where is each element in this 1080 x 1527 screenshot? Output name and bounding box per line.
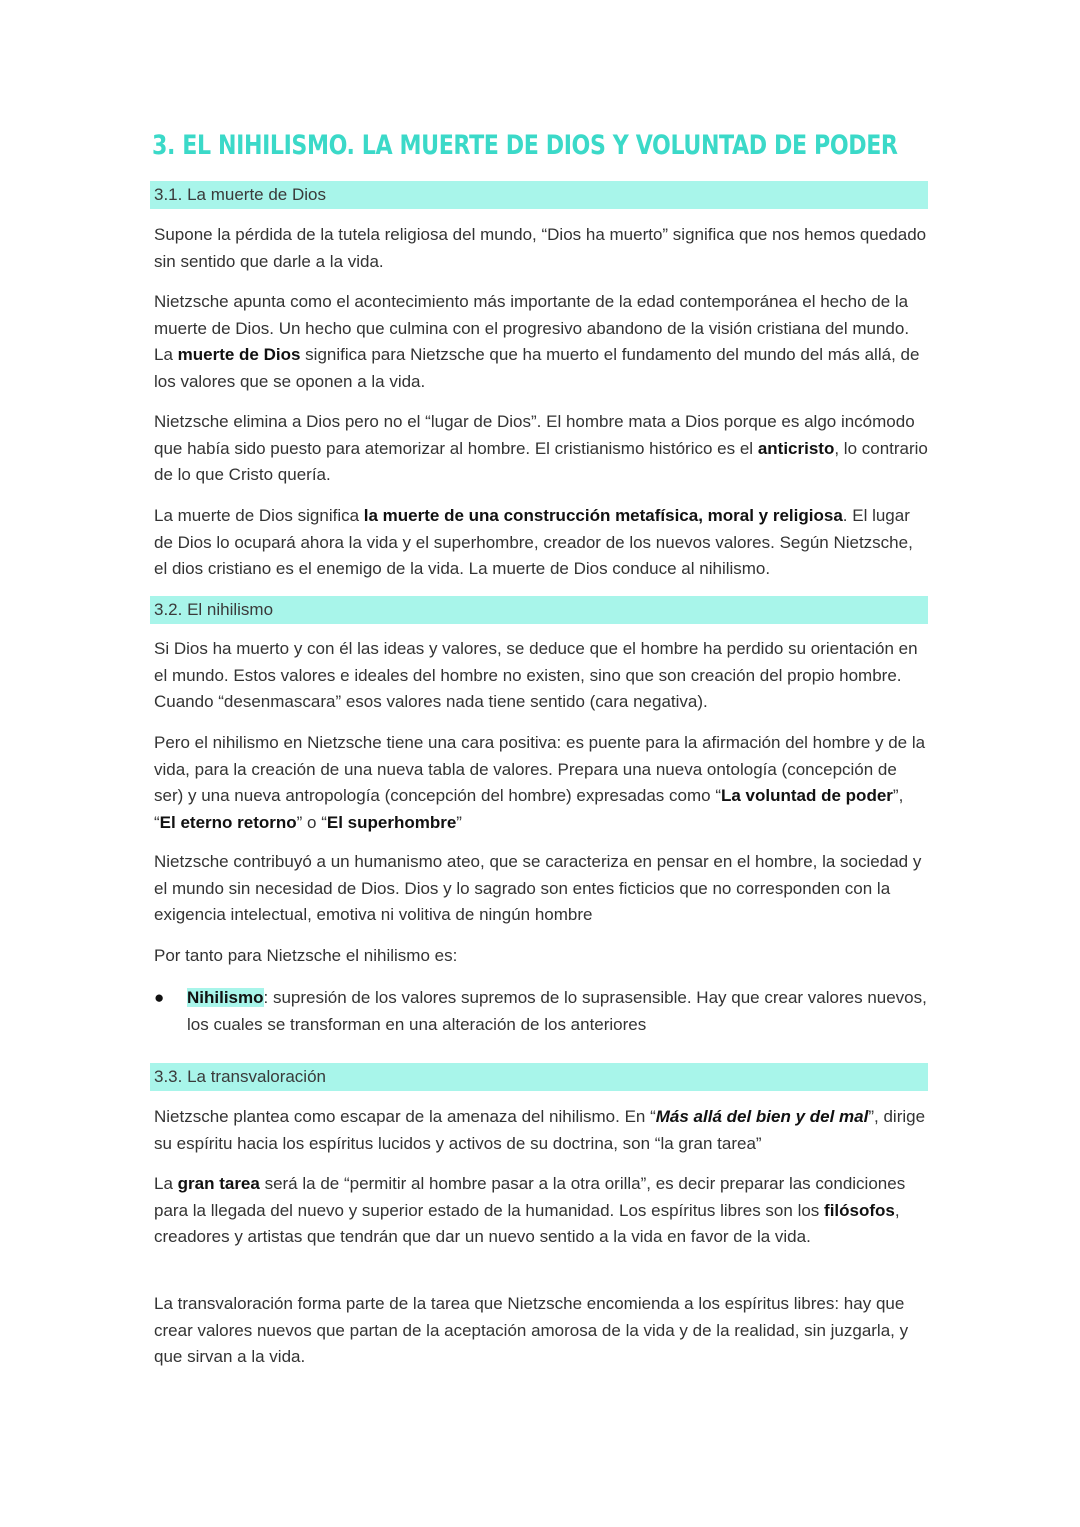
text-run: significa para Nietzsche que ha muerto el fundamento del mundo del más allá, de los valores que se oponen a la vida. <box>154 345 920 391</box>
text-run: La <box>154 1174 178 1193</box>
emphasis-text: El superhombre <box>326 812 457 832</box>
emphasis-text: Más allá del bien y del mal <box>655 1107 869 1126</box>
text-run: ” o “ <box>296 812 327 832</box>
emphasis-text: filósofos <box>824 1200 895 1220</box>
text-run: , lo contrario de lo que Cristo quería. <box>154 438 928 484</box>
emphasis-text: anticristo <box>757 438 835 458</box>
page-title: 3. EL NIHILISMO. LA MUERTE DE DIOS Y VOLUNTAD DE PODER <box>152 130 898 161</box>
emphasis-text: gran tarea <box>177 1174 260 1193</box>
highlighted-term: Nihilismo <box>187 988 264 1007</box>
paragraph <box>154 289 929 395</box>
text-run: Por tanto para Nietzsche el nihilismo es: <box>154 946 458 965</box>
text-run: La transvaloración forma parte de la tarea que Nietzsche encomienda a los espíritus libres: hay que crear valores nuevos que partan de la aceptación amorosa de la vida y de la realidad, sin juzgarla, y que sirvan a la vida. <box>154 1294 909 1366</box>
text-run: Si Dios ha muerto y con él las ideas y valores, se deduce que el hombre ha perdido su orientación en el mundo. Estos valores e ideales del hombre no existen, sino que son creación del propio hombre. Cuando “desenmascara” esos valores nada tiene sentido (cara negativa). <box>154 639 918 711</box>
text-run: Nietzsche plantea como escapar de la amenaza del nihilismo. En “ <box>154 1107 656 1126</box>
text-run: Nietzsche apunta como el acontecimiento más importante de la edad contemporánea el hecho de la muerte de Dios. Un hecho que culmina con el progresivo abandono de la visión cristiana del mundo. La <box>154 292 910 364</box>
text-run: , creadores y artistas que tendrán que dar un nuevo sentido a la vida en favor de la vida. <box>154 1200 900 1246</box>
paragraph <box>154 1291 929 1371</box>
section-heading-nihilismo: 3.2. El nihilismo <box>150 596 928 624</box>
paragraph <box>154 1171 929 1251</box>
paragraph <box>154 730 929 836</box>
paragraph <box>154 409 929 489</box>
text-run: Supone la pérdida de la tutela religiosa del mundo, “Dios ha muerto” significa que nos hemos quedado sin sentido que darle a la vida. <box>154 225 927 271</box>
text-run: . El lugar de Dios lo ocupará ahora la vida y el superhombre, creador de los nuevos valores. Según Nietzsche, el dios cristiano es el enemigo de la vida. La muerte de Dios conduce al nihilismo. <box>154 506 913 578</box>
text-run: La muerte de Dios significa <box>154 506 364 525</box>
paragraph <box>154 1104 929 1157</box>
section-heading-transvaloracion: 3.3. La transvaloración <box>150 1063 928 1091</box>
paragraph <box>154 943 929 970</box>
emphasis-text: La voluntad de poder <box>721 786 893 805</box>
text-run: ” <box>456 812 462 832</box>
text-run: Nietzsche contribuyó a un humanismo ateo, que se caracteriza en pensar en el hombre, la sociedad y el mundo sin necesidad de Dios. Dios y lo sagrado son entes ficticios que no corresponden con la exigencia intelectual, emotiva ni volitiva de ningún hombre <box>154 852 922 924</box>
bullet-dot-icon: ● <box>154 988 165 1007</box>
emphasis-text: la muerte de una construcción metafísica, moral y religiosa <box>363 506 843 525</box>
text-run: ”, dirige su espíritu hacia los espíritus lucidos y activos de su doctrina, son “la gran tarea” <box>154 1107 926 1153</box>
paragraph <box>154 849 929 929</box>
paragraph <box>154 503 929 583</box>
paragraph <box>154 222 929 275</box>
text-run: Pero el nihilismo en Nietzsche tiene una cara positiva: es puente para la afirmación del hombre y de la vida, para la creación de una nueva tabla de valores. Prepara una nueva ontología (concepción de ser) y una nueva antropología (concepción del hombre) expresadas como “ <box>154 733 926 805</box>
section-heading-muerte-de-dios: 3.1. La muerte de Dios <box>150 181 928 209</box>
emphasis-text: El eterno retorno <box>159 812 297 832</box>
text-run: ”, “ <box>154 786 904 832</box>
paragraph <box>154 636 929 716</box>
bullet-definition: : supresión de los valores supremos de lo suprasensible. Hay que crear valores nuevos, los cuales se transforman en una alteración de los anteriores <box>187 988 927 1034</box>
bullet-text <box>187 985 932 1038</box>
emphasis-text: muerte de Dios <box>177 345 301 364</box>
text-run: Nietzsche elimina a Dios pero no el “lugar de Dios”. El hombre mata a Dios porque es algo incómodo que había sido puesto para atemorizar al hombre. El cristianismo histórico es el <box>154 412 915 458</box>
text-run: será la de “permitir al hombre pasar a la otra orilla”, es decir preparar las condiciones para la llegada del nuevo y superior estado de la humanidad. Los espíritus libres son los <box>154 1174 906 1220</box>
